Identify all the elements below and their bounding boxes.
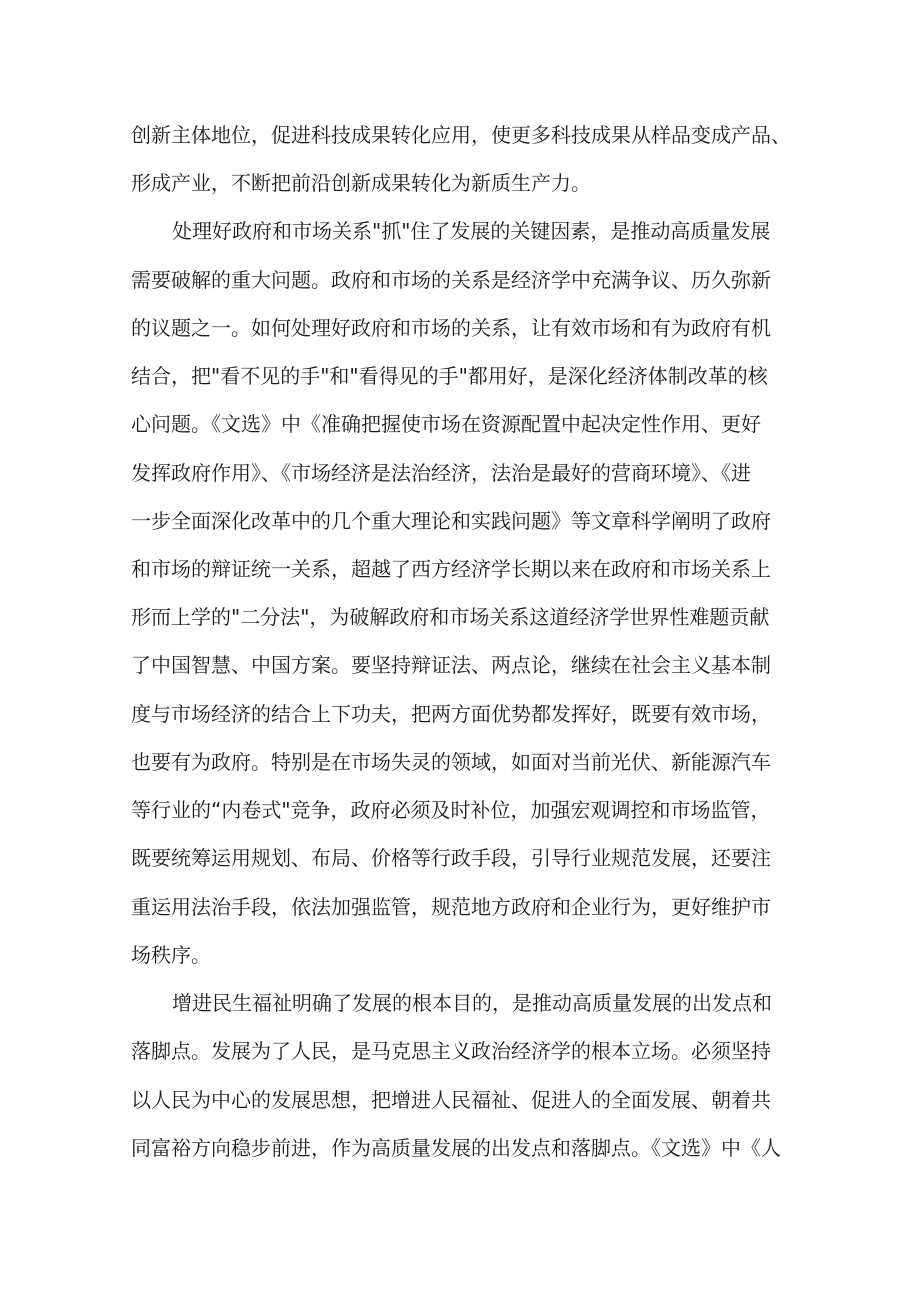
text-line: 心问题。《文选》中《准确把握使市场在资源配置中起决定性作用、更好 xyxy=(131,412,761,436)
text-line: 增进民生福祉明确了发展的根本目的，是推动高质量发展的出发点和 xyxy=(172,991,772,1015)
text-line: 需要破解的重大问题。政府和市场的关系是经济学中充满争议、历久弥新 xyxy=(131,268,771,292)
text-line: 创新主体地位，促进科技成果转化应用，使更多科技成果从样品变成产品、 xyxy=(131,123,791,147)
text-line: 等行业的“内卷式"竞争，政府必须及时补位，加强宏观调控和市场监管， xyxy=(131,798,771,822)
text-line: 重运用法治手段，依法加强监管，规范地方政府和企业行为，更好维护市 xyxy=(131,895,771,919)
text-line: 度与市场经济的结合上下功夫，把两方面优势都发挥好，既要有效市场， xyxy=(131,702,771,726)
text-line: 结合，把"看不见的手"和"看得见的手"都用好，是深化经济体制改革的核 xyxy=(131,364,768,388)
text-line: 处理好政府和市场关系"抓"住了发展的关键因素，是推动高质量发展 xyxy=(172,219,771,243)
text-line: 场秩序。 xyxy=(131,943,211,967)
text-line: 形成产业，不断把前沿创新成果转化为新质生产力。 xyxy=(131,171,591,195)
text-line: 也要有为政府。特别是在市场失灵的领域，如面对当前光伏、新能源汽车 xyxy=(131,750,771,774)
text-line: 形而上学的"二分法"，为破解政府和市场关系这道经济学世界性难题贡献 xyxy=(131,605,770,629)
text-line: 了中国智慧、中国方案。要坚持辩证法、两点论，继续在社会主义基本制 xyxy=(131,653,771,677)
text-line: 同富裕方向稳步前进，作为高质量发展的出发点和落脚点。《文选》中《人 xyxy=(131,1136,781,1160)
text-line: 一步全面深化改革中的几个重大理论和实践问题》等文章科学阐明了政府 xyxy=(131,509,771,533)
text-line: 发挥政府作用》、《市场经济是法治经济，法治是最好的营商环境》、《进 xyxy=(131,461,751,485)
text-line: 和市场的辩证统一关系，超越了西方经济学长期以来在政府和市场关系上 xyxy=(131,557,771,581)
text-line: 既要统筹运用规划、布局、价格等行政手段，引导行业规范发展，还要注 xyxy=(131,846,771,870)
text-line: 的议题之一。如何处理好政府和市场的关系，让有效市场和有为政府有机 xyxy=(131,316,771,340)
text-line: 落脚点。发展为了人民，是马克思主义政治经济学的根本立场。必须坚持 xyxy=(131,1039,771,1063)
text-line: 以人民为中心的发展思想，把增进人民福祉、促进人的全面发展、朝着共 xyxy=(131,1088,771,1112)
